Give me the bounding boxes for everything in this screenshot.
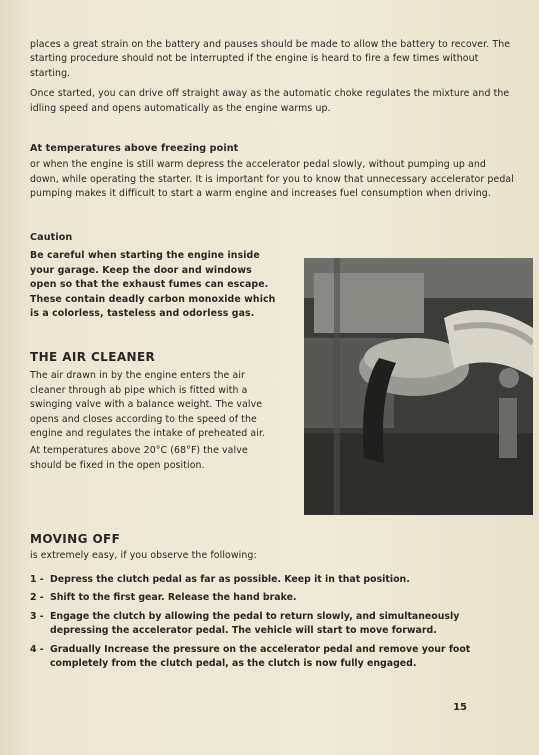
section-caution — [30, 231, 280, 321]
moving-off-heading: MOVING OFF — [30, 532, 121, 546]
caution-heading: Caution — [30, 232, 73, 243]
freezing-body: or when the engine is still warm depress the accelerator pedal slowly, without pumping up and down, while operating the starter. It is important for you to know that unnecessary accelerator pedal pumping makes it difficult to start a warm engine and increases fuel consumption when driving. — [30, 159, 514, 200]
list-item — [30, 591, 516, 605]
moving-off-steps — [30, 573, 516, 671]
step-text: Shift to the first gear. Release the hand brake. — [50, 592, 297, 604]
list-item — [30, 643, 516, 672]
step-text: Gradually Increase the pressure on the accelerator pedal and remove your foot completely from the clutch pedal, as the clutch is now fully engaged. — [50, 643, 471, 670]
list-item — [30, 610, 516, 639]
step-text: Depress the clutch pedal as far as possible. Keep it in that position. — [50, 574, 410, 585]
moving-off-intro: is extremely easy, if you observe the following: — [30, 550, 257, 562]
page-number: 15 — [453, 702, 467, 713]
list-item — [30, 573, 516, 587]
section-air-cleaner — [30, 350, 280, 473]
step-number: 1 - — [30, 574, 44, 585]
battery-text: places a great strain on the battery and pauses should be made to allow the battery to recover. The starting procedure should not be interrupted if the engine is heard to fire a few times without starting. — [30, 39, 511, 79]
paragraph-battery — [30, 38, 516, 116]
caution-body: Be careful when starting the engine inside your garage. Keep the door and windows open so that the exhaust fumes can escape. These contain deadly carbon monoxide which is a colorless, tasteless and odorless gas. — [30, 250, 276, 320]
section-moving-off — [30, 532, 516, 564]
step-number: 2 - — [30, 592, 44, 604]
choke-text: Once started, you can drive off straight away as the automatic choke regulates the mixture and the idling speed and opens automatically as the engine warms up. — [30, 88, 510, 114]
section-freezing — [30, 142, 516, 202]
air-cleaner-body: The air drawn in by the engine enters the air cleaner through ab pipe which is fitted with a swinging valve with a balance weight. The valve opens and closes according to the speed of the engine and regulates the intake of preheated air. — [30, 370, 266, 440]
air-cleaner-temp: At temperatures above 20°C (68°F) the valve should be fixed in the open position. — [30, 445, 248, 471]
step-number: 4 - — [30, 643, 44, 655]
step-number: 3 - — [30, 610, 44, 622]
step-text: Engage the clutch by allowing the pedal to return slowly, and simultaneously depressing the accelerator pedal. The vehicle will start to move forward. — [50, 610, 460, 637]
engine-photo — [304, 258, 533, 515]
air-cleaner-heading: THE AIR CLEANER — [30, 350, 156, 364]
freezing-heading: At temperatures above freezing point — [30, 143, 239, 154]
